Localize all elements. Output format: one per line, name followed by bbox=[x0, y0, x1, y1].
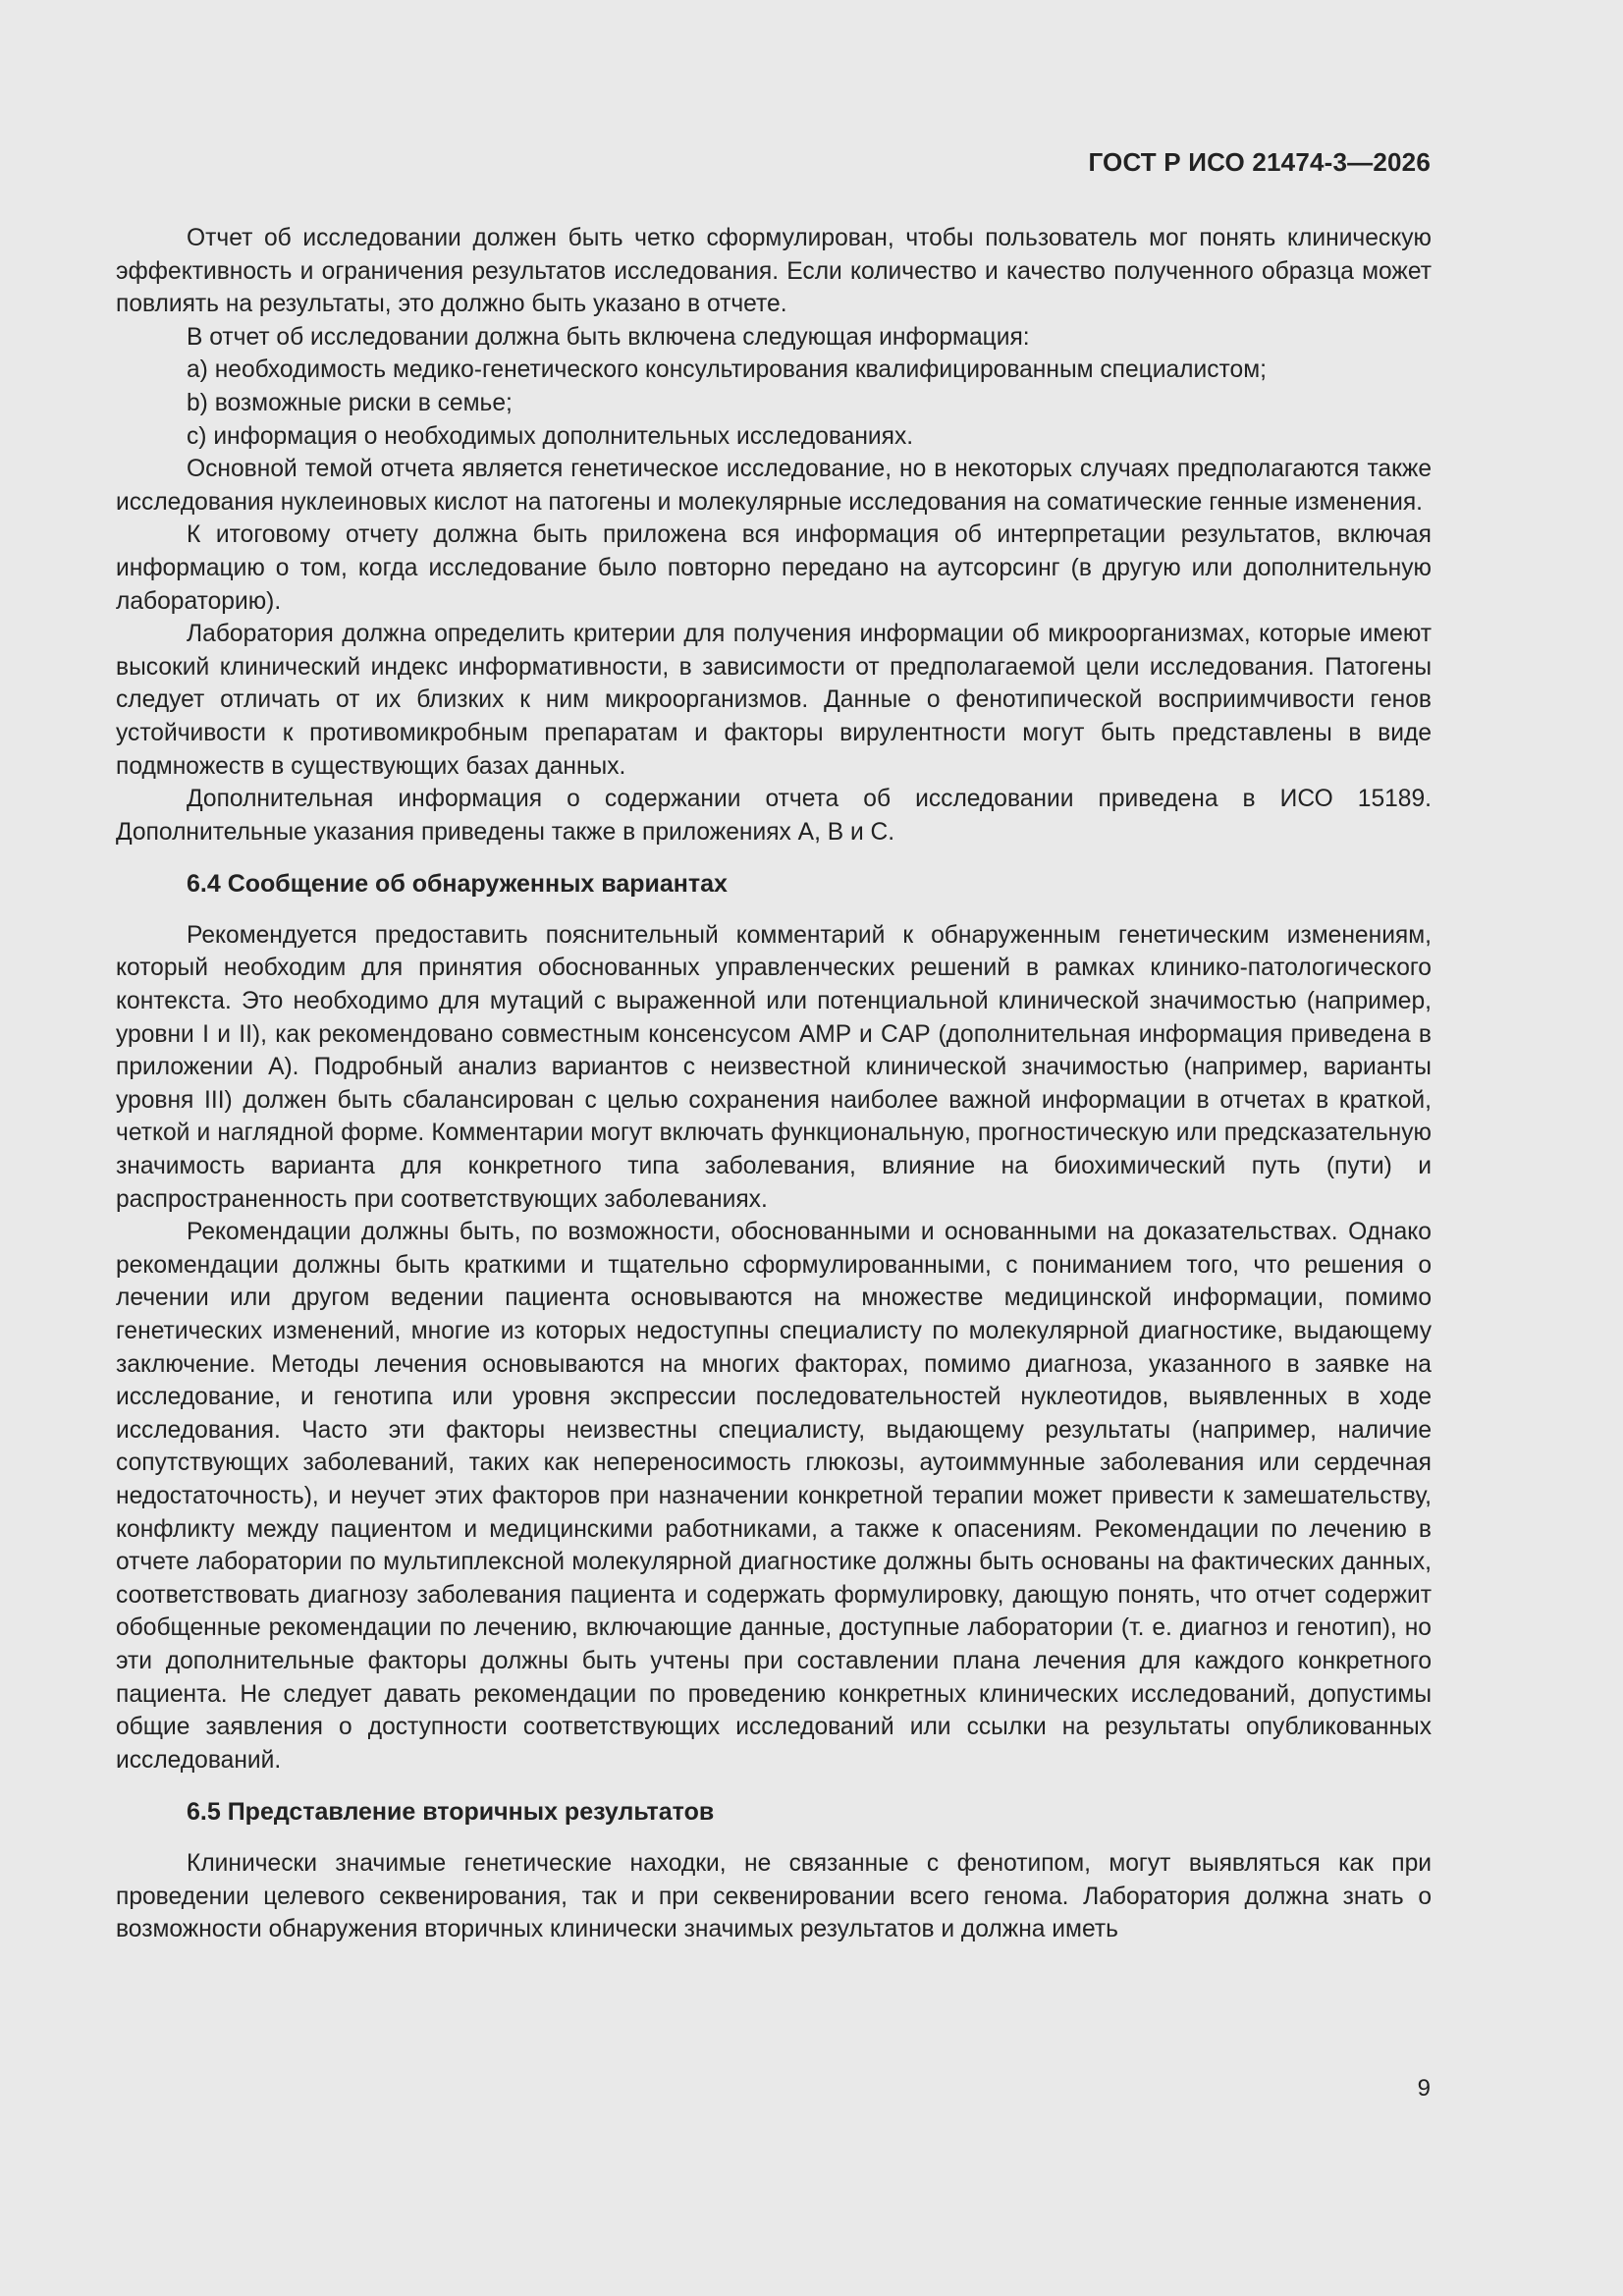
paragraph-report-clarity: Отчет об исследовании должен быть четко сформулирован, чтобы пользователь мог понять клиническую эффективность и ограничения результатов исследования. Если количество и качество полученного образца может повлиять на результаты, это должно быть указано в отчете. bbox=[116, 225, 1432, 318]
paragraph-secondary-findings: Клинически значимые генетические находки, не связанные с фенотипом, могут выявляться как при проведении целевого секвенирования, так и при секвенировании всего генома. Лаборатория должна знать о возможности обнаружения вторичных клинически значимых результатов и должна иметь bbox=[116, 1849, 1432, 1943]
page-body bbox=[116, 222, 1432, 1946]
section-heading-6-4: 6.4 Сообщение об обнаруженных вариантах bbox=[187, 870, 728, 899]
list-item-a: a) необходимость медико-генетического консультирования квалифицированным специалистом; bbox=[187, 356, 1267, 384]
paragraph-interpretation-info: К итоговому отчету должна быть приложена вся информация об интерпретации результатов, включая информацию о том, когда исследование было повторно передано на аутсорсинг (в другую или дополнительную лабораторию). bbox=[116, 521, 1432, 615]
document-code-header: ГОСТ Р ИСО 21474-3—2026 bbox=[1088, 147, 1431, 177]
paragraph-additional-info: Дополнительная информация о содержании отчета об исследовании приведена в ИСО 15189. Дополнительные указания приведены также в приложениях А, В и С. bbox=[116, 786, 1432, 846]
list-item-b: b) возможные риски в семье; bbox=[187, 389, 513, 416]
paragraph-main-topic: Основной темой отчета является генетическое исследование, но в некоторых случаях предполагаются также исследования нуклеиновых кислот на патогены и молекулярные исследования на соматические генные изменения. bbox=[116, 456, 1432, 516]
page-number: 9 bbox=[1417, 2075, 1431, 2102]
section-heading-6-5: 6.5 Представление вторичных результатов bbox=[187, 1798, 715, 1827]
paragraph-required-info-intro: В отчет об исследовании должна быть включена следующая информация: bbox=[187, 323, 1030, 351]
paragraph-recommendations: Рекомендации должны быть, по возможности, обоснованными и основанными на доказательствах. Однако рекомендации должны быть краткими и тщательно сформулированными, с пониманием того, что решения о лечении или другом ведении пациента основываются на множестве медицинской информации, помимо генетических изменений, многие из которых недоступны специалисту по молекулярной диагностике, выдающему заключение. Методы лечения основываются на многих факторах, помимо диагноза, указанного в заявке на исследование, и генотипа или уровня экспрессии последовательностей нуклеотидов, выявленных в ходе исследования. Часто эти факторы неизвестны специалисту, выдающему результаты (например, наличие сопутствующих заболеваний, таких как непереносимость глюкозы, аутоиммунные заболевания или сердечная недостаточность), и неучет этих факторов при назначении конкретной терапии может привести к замешательству, конфликту между пациентом и медицинскими работниками, а также к опасениям. Рекомендации по лечению в отчете лаборатории по мультиплексной молекулярной диагностике должны быть основаны на фактических данных, соответствовать диагнозу заболевания пациента и содержать формулировку, дающую понять, что отчет содержит обобщенные рекомендации по лечению, включающие данные, доступные лаборатории (т. е. диагноз и генотип), но эти дополнительные факторы должны быть учтены при составлении плана лечения для каждого конкретного пациента. Не следует давать рекомендации по проведению конкретных клинических исследований, допустимы общие заявления о доступности соответствующих исследований или ссылки на результаты опубликованных исследований. bbox=[116, 1219, 1432, 1774]
list-item-c: c) информация о необходимых дополнительных исследованиях. bbox=[187, 422, 914, 450]
paragraph-variant-commentary: Рекомендуется предоставить пояснительный комментарий к обнаруженным генетическим изменениям, который необходим для принятия обоснованных управленческих решений в рамках клинико-патологического контекста. Это необходимо для мутаций с выраженной или потенциальной клинической значимостью (например, уровни I и II), как рекомендовано совместным консенсусом AMP и CAP (дополнительная информация приведена в приложении А). Подробный анализ вариантов с неизвестной клинической значимостью (например, варианты уровня III) должен быть сбалансирован с целью сохранения наиболее важной информации в отчетах в краткой, четкой и наглядной форме. Комментарии могут включать функциональную, прогностическую или предсказательную значимость варианта для конкретного типа заболевания, влияние на биохимический путь (пути) и распространенность при соответствующих заболеваниях. bbox=[116, 921, 1432, 1213]
paragraph-microorganism-criteria: Лаборатория должна определить критерии для получения информации об микроорганизмах, которые имеют высокий клинический индекс информативности, в зависимости от предполагаемой цели исследования. Патогены следует отличать от их близких к ним микроорганизмов. Данные о фенотипической восприимчивости генов устойчивости к противомикробным препаратам и факторы вирулентности могут быть представлены в виде подмножеств в существующих базах данных. bbox=[116, 621, 1432, 780]
